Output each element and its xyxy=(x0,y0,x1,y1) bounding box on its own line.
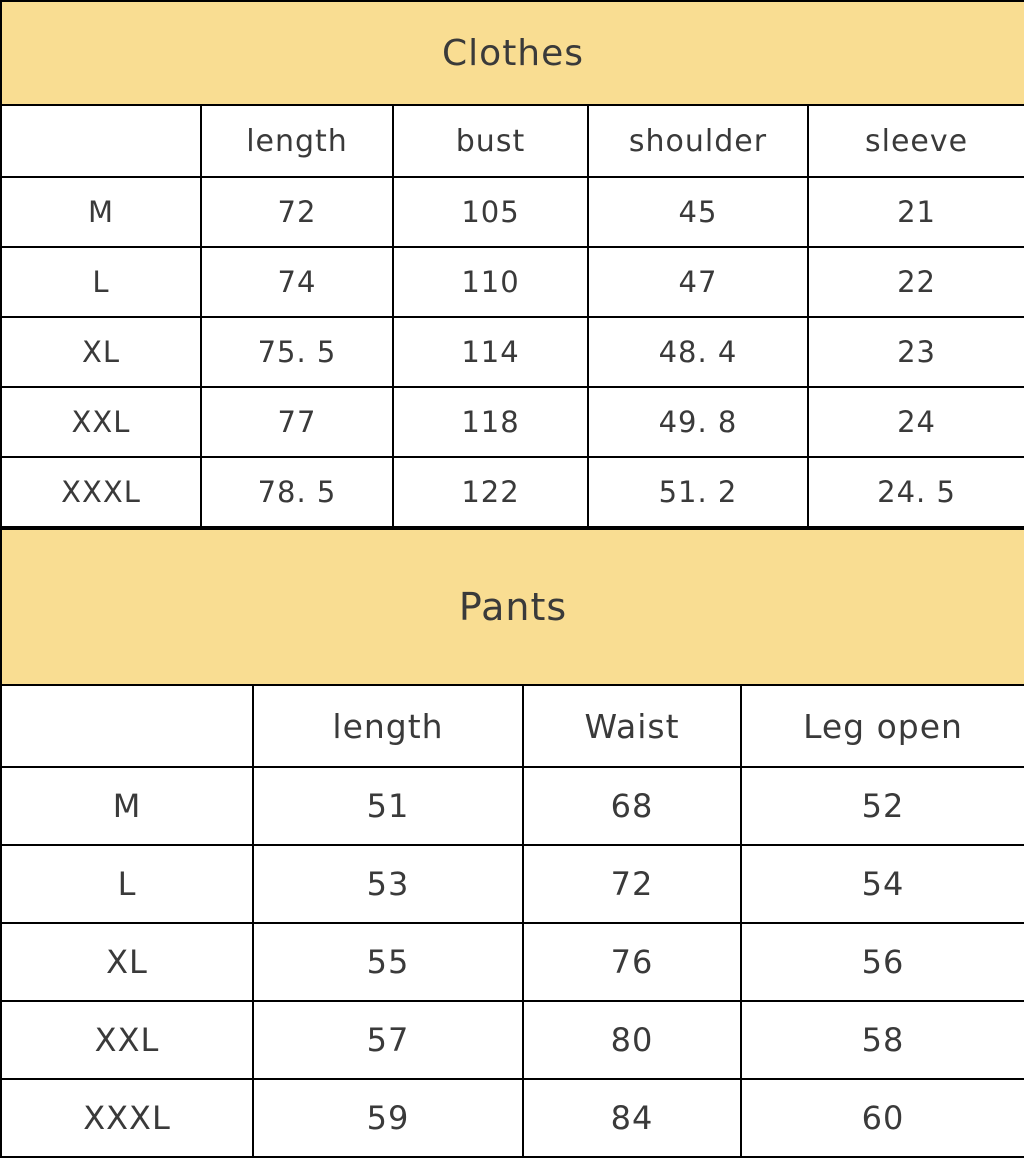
pants-cell-leg-open: 52 xyxy=(741,767,1024,845)
clothes-header-row xyxy=(1,105,1024,177)
clothes-column-header-sleeve: sleeve xyxy=(808,105,1024,177)
pants-cell-leg-open: 58 xyxy=(741,1001,1024,1079)
table-row xyxy=(1,1001,1024,1079)
clothes-cell-shoulder: 49. 8 xyxy=(588,387,808,457)
clothes-cell-sleeve: 24 xyxy=(808,387,1024,457)
table-row xyxy=(1,317,1024,387)
pants-column-header-waist: Waist xyxy=(523,685,741,767)
clothes-cell-shoulder: 45 xyxy=(588,177,808,247)
clothes-cell-length: 74 xyxy=(201,247,393,317)
clothes-cell-length: 77 xyxy=(201,387,393,457)
pants-cell-waist: 84 xyxy=(523,1079,741,1157)
clothes-corner-cell xyxy=(1,105,201,177)
clothes-cell-bust: 110 xyxy=(393,247,588,317)
clothes-column-header-length: length xyxy=(201,105,393,177)
table-row xyxy=(1,767,1024,845)
pants-cell-waist: 68 xyxy=(523,767,741,845)
pants-cell-waist: 76 xyxy=(523,923,741,1001)
pants-size-label: M xyxy=(1,767,253,845)
pants-cell-length: 53 xyxy=(253,845,523,923)
pants-size-label: XXL xyxy=(1,1001,253,1079)
pants-title: Pants xyxy=(1,529,1024,685)
pants-cell-leg-open: 60 xyxy=(741,1079,1024,1157)
pants-cell-length: 59 xyxy=(253,1079,523,1157)
pants-header-row xyxy=(1,685,1024,767)
clothes-size-label: XXXL xyxy=(1,457,201,527)
clothes-cell-shoulder: 47 xyxy=(588,247,808,317)
pants-column-header-leg-open: Leg open xyxy=(741,685,1024,767)
pants-column-header-length: length xyxy=(253,685,523,767)
table-row xyxy=(1,387,1024,457)
clothes-cell-sleeve: 23 xyxy=(808,317,1024,387)
pants-cell-waist: 72 xyxy=(523,845,741,923)
clothes-cell-bust: 118 xyxy=(393,387,588,457)
table-row xyxy=(1,177,1024,247)
pants-cell-waist: 80 xyxy=(523,1001,741,1079)
clothes-cell-sleeve: 22 xyxy=(808,247,1024,317)
clothes-size-label: XL xyxy=(1,317,201,387)
pants-cell-leg-open: 56 xyxy=(741,923,1024,1001)
clothes-cell-bust: 105 xyxy=(393,177,588,247)
table-row xyxy=(1,247,1024,317)
clothes-cell-bust: 122 xyxy=(393,457,588,527)
pants-cell-length: 57 xyxy=(253,1001,523,1079)
pants-size-table xyxy=(0,528,1024,1158)
clothes-cell-sleeve: 21 xyxy=(808,177,1024,247)
clothes-cell-bust: 114 xyxy=(393,317,588,387)
table-row xyxy=(1,1079,1024,1157)
pants-cell-leg-open: 54 xyxy=(741,845,1024,923)
clothes-cell-shoulder: 48. 4 xyxy=(588,317,808,387)
pants-size-label: XXXL xyxy=(1,1079,253,1157)
clothes-size-label: XXL xyxy=(1,387,201,457)
clothes-title-row xyxy=(1,1,1024,105)
pants-cell-length: 55 xyxy=(253,923,523,1001)
clothes-size-label: L xyxy=(1,247,201,317)
pants-size-label: XL xyxy=(1,923,253,1001)
pants-size-label: L xyxy=(1,845,253,923)
pants-cell-length: 51 xyxy=(253,767,523,845)
clothes-cell-length: 72 xyxy=(201,177,393,247)
clothes-cell-length: 78. 5 xyxy=(201,457,393,527)
clothes-column-header-bust: bust xyxy=(393,105,588,177)
table-row xyxy=(1,457,1024,527)
pants-title-row xyxy=(1,529,1024,685)
pants-corner-cell xyxy=(1,685,253,767)
clothes-size-table xyxy=(0,0,1024,528)
clothes-cell-shoulder: 51. 2 xyxy=(588,457,808,527)
clothes-cell-sleeve: 24. 5 xyxy=(808,457,1024,527)
clothes-column-header-shoulder: shoulder xyxy=(588,105,808,177)
clothes-title: Clothes xyxy=(1,1,1024,105)
clothes-cell-length: 75. 5 xyxy=(201,317,393,387)
table-row xyxy=(1,845,1024,923)
clothes-size-label: M xyxy=(1,177,201,247)
table-row xyxy=(1,923,1024,1001)
